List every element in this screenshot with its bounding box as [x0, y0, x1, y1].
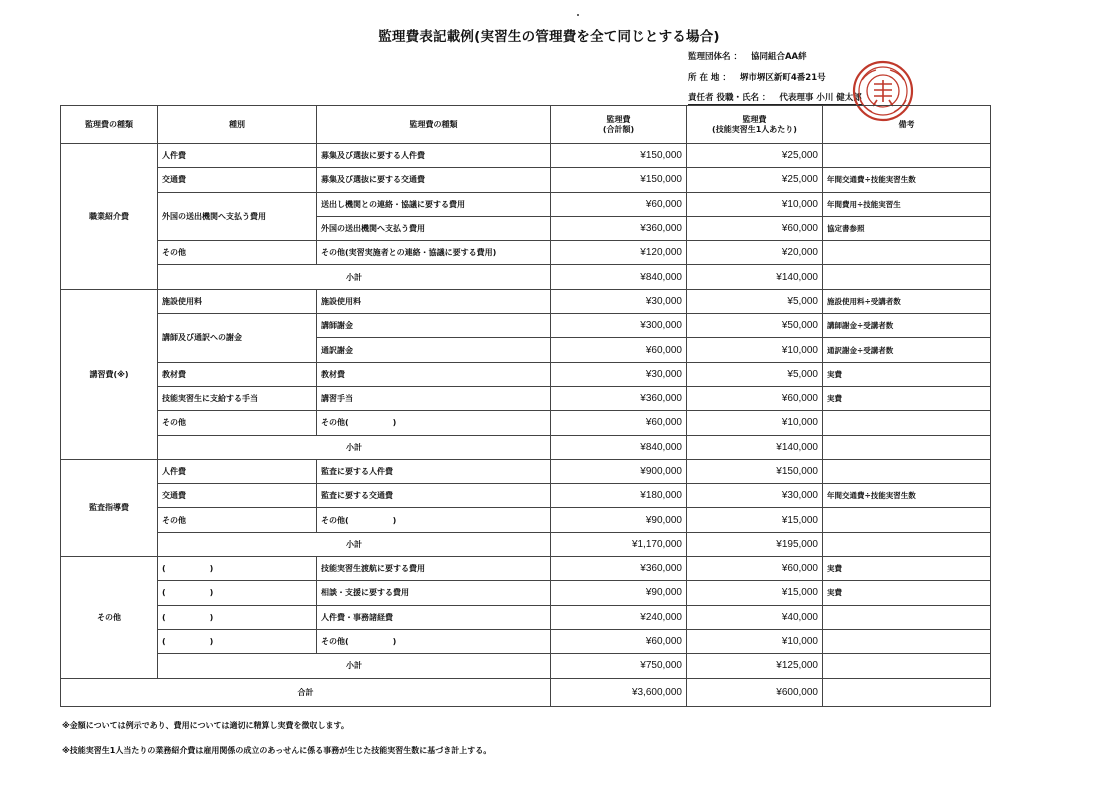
row-detail: 通訳謝金 [317, 338, 551, 362]
row-detail: 教材費 [317, 362, 551, 386]
row-total: ¥60,000 [551, 411, 687, 435]
subtotal-label: 小計 [158, 532, 551, 556]
row-type: 交通費 [158, 168, 317, 192]
row-note: 施設使用料÷受講者数 [823, 289, 991, 313]
row-total: ¥120,000 [551, 241, 687, 265]
row-type-open: ( [162, 564, 166, 574]
subtotal-label: 小計 [158, 654, 551, 678]
grand-total-note [823, 678, 991, 706]
row-per-person: ¥30,000 [687, 484, 823, 508]
row-type [158, 605, 317, 629]
subtotal-row [61, 435, 991, 459]
footnote-placement-fee: ※技能実習生1人当たりの業務紹介費は雇用関係の成立のあっせんに係る事務が生じた技能実習生数に基づき計上する。 [62, 746, 492, 755]
row-type [158, 557, 317, 581]
row-detail: 監査に要する人件費 [317, 459, 551, 483]
row-detail-close: ) [392, 637, 397, 647]
representative-value: 代表理事 小川 健太郎 [779, 93, 862, 103]
row-detail: 外国の送出機関へ支払う費用 [317, 216, 551, 240]
row-type: 人件費 [158, 459, 317, 483]
subtotal-label: 小計 [158, 435, 551, 459]
row-detail-open: その他( [321, 515, 349, 525]
header-total-line2: (合計額) [602, 124, 635, 134]
table-row [61, 581, 991, 605]
subtotal-total: ¥1,170,000 [551, 532, 687, 556]
row-note [823, 605, 991, 629]
header-total [551, 106, 687, 144]
table-header-row [61, 106, 991, 144]
row-type-open: ( [162, 612, 166, 622]
subtotal-row [61, 654, 991, 678]
representative-label: 責任者 役職・氏名 ： [688, 93, 771, 103]
table-row [61, 144, 991, 168]
row-total: ¥360,000 [551, 386, 687, 410]
row-type: 人件費 [158, 144, 317, 168]
row-total: ¥30,000 [551, 289, 687, 313]
table-row [61, 557, 991, 581]
header-per-person-line2: (技能実習生1人あたり) [712, 124, 797, 134]
row-detail-close: ) [392, 515, 397, 525]
header-type: 種別 [158, 106, 317, 144]
organization-address [688, 71, 826, 83]
row-total: ¥30,000 [551, 362, 687, 386]
row-total: ¥60,000 [551, 629, 687, 653]
row-total: ¥180,000 [551, 484, 687, 508]
row-note: 講師謝金÷受講者数 [823, 314, 991, 338]
subtotal-total: ¥840,000 [551, 265, 687, 289]
table-row [61, 605, 991, 629]
table-row [61, 241, 991, 265]
row-type: その他 [158, 411, 317, 435]
row-total: ¥60,000 [551, 192, 687, 216]
row-type-open: ( [162, 637, 166, 647]
row-detail [317, 411, 551, 435]
subtotal-note [823, 532, 991, 556]
row-total: ¥150,000 [551, 168, 687, 192]
section-category: その他 [61, 557, 158, 678]
row-detail-open: その他( [321, 637, 349, 647]
row-total: ¥90,000 [551, 581, 687, 605]
table-row [61, 411, 991, 435]
row-note: 年間費用÷技能実習生 [823, 192, 991, 216]
row-type-close: ) [209, 564, 214, 574]
grand-total-value: ¥3,600,000 [551, 678, 687, 706]
row-detail [317, 508, 551, 532]
row-detail: 募集及び選抜に要する交通費 [317, 168, 551, 192]
row-note: 年間交通費÷技能実習生数 [823, 168, 991, 192]
subtotal-per-person: ¥125,000 [687, 654, 823, 678]
grand-total-label: 合計 [61, 678, 551, 706]
organization-address-value: 堺市堺区新町4番21号 [739, 73, 826, 83]
section-category: 監査指導費 [61, 459, 158, 556]
subtotal-row [61, 265, 991, 289]
row-per-person: ¥5,000 [687, 289, 823, 313]
row-detail: 施設使用料 [317, 289, 551, 313]
row-detail: その他(実習実施者との連絡・協議に要する費用) [317, 241, 551, 265]
row-total: ¥60,000 [551, 338, 687, 362]
row-per-person: ¥10,000 [687, 338, 823, 362]
row-note: 実費 [823, 581, 991, 605]
row-type: 施設使用料 [158, 289, 317, 313]
row-per-person: ¥20,000 [687, 241, 823, 265]
row-per-person: ¥60,000 [687, 386, 823, 410]
subtotal-row [61, 532, 991, 556]
row-note: 実費 [823, 362, 991, 386]
scan-speck [577, 14, 579, 16]
subtotal-note [823, 654, 991, 678]
row-total: ¥150,000 [551, 144, 687, 168]
organization-name-label: 監理団体名 ： [688, 52, 742, 62]
table-row [61, 192, 991, 216]
row-note [823, 459, 991, 483]
row-detail [317, 629, 551, 653]
row-detail: 募集及び選抜に要する人件費 [317, 144, 551, 168]
subtotal-per-person: ¥140,000 [687, 435, 823, 459]
row-detail: 技能実習生渡航に要する費用 [317, 557, 551, 581]
row-per-person: ¥60,000 [687, 216, 823, 240]
subtotal-label: 小計 [158, 265, 551, 289]
row-total: ¥90,000 [551, 508, 687, 532]
row-per-person: ¥40,000 [687, 605, 823, 629]
row-per-person: ¥10,000 [687, 411, 823, 435]
grand-total-per-person: ¥600,000 [687, 678, 823, 706]
table-row [61, 362, 991, 386]
subtotal-per-person: ¥195,000 [687, 532, 823, 556]
row-per-person: ¥15,000 [687, 581, 823, 605]
section-category: 講習費(※) [61, 289, 158, 459]
subtotal-note [823, 435, 991, 459]
table-row [61, 484, 991, 508]
row-note [823, 241, 991, 265]
row-per-person: ¥5,000 [687, 362, 823, 386]
row-type: 教材費 [158, 362, 317, 386]
footnote-amounts: ※金額については例示であり、費用については適切に精算し実費を徴収します。 [62, 721, 349, 730]
row-note [823, 411, 991, 435]
subtotal-note [823, 265, 991, 289]
row-type: 外国の送出機関へ支払う費用 [158, 192, 317, 241]
row-type [158, 581, 317, 605]
row-per-person: ¥60,000 [687, 557, 823, 581]
row-type: その他 [158, 241, 317, 265]
row-total: ¥900,000 [551, 459, 687, 483]
subtotal-per-person: ¥140,000 [687, 265, 823, 289]
row-per-person: ¥15,000 [687, 508, 823, 532]
header-total-line1: 監理費 [606, 115, 631, 125]
row-detail-close: ) [392, 418, 397, 428]
row-detail: 送出し機関との連絡・協議に要する費用 [317, 192, 551, 216]
row-type: 交通費 [158, 484, 317, 508]
row-total: ¥300,000 [551, 314, 687, 338]
table-row [61, 168, 991, 192]
row-note: 協定書参照 [823, 216, 991, 240]
table-row [61, 459, 991, 483]
row-detail: 講習手当 [317, 386, 551, 410]
row-note [823, 144, 991, 168]
section-category: 職業紹介費 [61, 144, 158, 290]
row-detail: 人件費・事務諸経費 [317, 605, 551, 629]
row-per-person: ¥50,000 [687, 314, 823, 338]
row-total: ¥360,000 [551, 216, 687, 240]
grand-total-row [61, 678, 991, 706]
row-per-person: ¥10,000 [687, 192, 823, 216]
table-row [61, 314, 991, 338]
row-detail: 監査に要する交通費 [317, 484, 551, 508]
header-per-person-line1: 監理費 [742, 115, 767, 125]
header-per-person [687, 106, 823, 144]
table-row [61, 629, 991, 653]
row-type: その他 [158, 508, 317, 532]
row-detail-open: その他( [321, 418, 349, 428]
row-per-person: ¥25,000 [687, 144, 823, 168]
subtotal-total: ¥840,000 [551, 435, 687, 459]
organization-name-value: 協同組合AA絆 [750, 52, 807, 62]
row-total: ¥240,000 [551, 605, 687, 629]
row-note: 通訳謝金÷受講者数 [823, 338, 991, 362]
table-row [61, 386, 991, 410]
row-type: 講師及び通訳への謝金 [158, 314, 317, 363]
row-type-open: ( [162, 588, 166, 598]
row-type-close: ) [209, 588, 214, 598]
document-title: 監理費表記載例(実習生の管理費を全て同じとする場合) [378, 29, 720, 45]
table-row [61, 508, 991, 532]
row-note [823, 629, 991, 653]
row-note: 実費 [823, 386, 991, 410]
row-type-close: ) [209, 612, 214, 622]
row-detail: 相談・支援に要する費用 [317, 581, 551, 605]
table-row [61, 289, 991, 313]
header-notes: 備考 [823, 106, 991, 144]
row-per-person: ¥150,000 [687, 459, 823, 483]
row-type-close: ) [209, 637, 214, 647]
row-per-person: ¥10,000 [687, 629, 823, 653]
row-note: 実費 [823, 557, 991, 581]
header-detail: 監理費の種類 [317, 106, 551, 144]
row-type: 技能実習生に支給する手当 [158, 386, 317, 410]
organization-representative [688, 91, 863, 105]
row-per-person: ¥25,000 [687, 168, 823, 192]
row-note: 年間交通費÷技能実習生数 [823, 484, 991, 508]
subtotal-total: ¥750,000 [551, 654, 687, 678]
organization-address-label: 所 在 地 ： [688, 73, 731, 83]
row-note [823, 508, 991, 532]
header-category: 監理費の種類 [61, 106, 158, 144]
fee-table [60, 105, 991, 707]
row-detail: 講師謝金 [317, 314, 551, 338]
row-type [158, 629, 317, 653]
organization-name [688, 50, 807, 62]
row-total: ¥360,000 [551, 557, 687, 581]
